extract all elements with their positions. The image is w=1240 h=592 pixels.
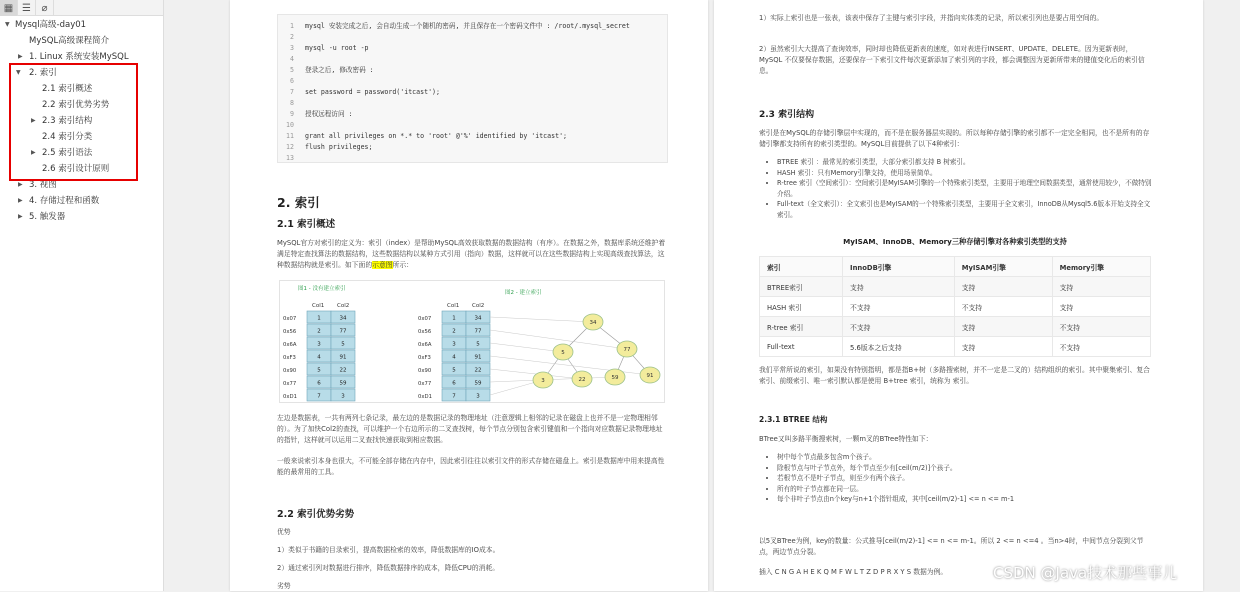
code-line bbox=[278, 21, 667, 32]
heading-advantages: 2.2 索引优势劣势 bbox=[277, 509, 355, 520]
line-number: 6 bbox=[290, 77, 294, 85]
address-label: 0x6A bbox=[283, 342, 297, 348]
figure-caption-2: 图2 - 建立索引 bbox=[505, 290, 542, 296]
col2-header: Col2 bbox=[472, 303, 485, 309]
col1-value: 2 bbox=[317, 328, 321, 335]
address-label: 0x56 bbox=[283, 329, 297, 335]
col2-value: 3 bbox=[341, 393, 345, 400]
expand-right-icon[interactable]: ▶ bbox=[18, 197, 23, 204]
expand-right-icon[interactable]: ▶ bbox=[31, 149, 36, 156]
line-number: 8 bbox=[290, 99, 294, 107]
tree-item-trigger[interactable]: 5. 触发器 bbox=[29, 212, 66, 222]
highlighted-text: 示意图 bbox=[372, 261, 393, 269]
table-cell: 支持 bbox=[1052, 277, 1150, 297]
address-label: 0xF3 bbox=[418, 355, 431, 361]
index-figure bbox=[279, 280, 665, 403]
tree-item-linux[interactable]: 1. Linux 系统安装MySQL bbox=[29, 52, 129, 62]
expand-right-icon[interactable]: ▶ bbox=[18, 53, 23, 60]
address-label: 0x77 bbox=[418, 381, 432, 387]
col2-value: 34 bbox=[474, 315, 482, 322]
tree-item-2-3[interactable]: 2.3 索引结构 bbox=[42, 116, 93, 126]
figure-caption-1: 图1 - 没有建立索引 bbox=[298, 286, 346, 292]
expand-right-icon[interactable]: ▶ bbox=[31, 117, 36, 124]
col1-value: 5 bbox=[317, 367, 321, 374]
tree-node-label: 91 bbox=[646, 373, 654, 379]
col1-value: 1 bbox=[317, 315, 321, 322]
line-number: 7 bbox=[290, 88, 294, 96]
paragraph-btree-intro: BTree又叫多路平衡搜索树，一颗m叉的BTree特性如下： bbox=[759, 435, 933, 443]
col1-value: 7 bbox=[317, 393, 321, 400]
list-item: • HASH 索引：只有Memory引擎支持，使用场景简单。 bbox=[777, 168, 1153, 179]
paragraph-definition: MySQL官方对索引的定义为：索引（index）是帮助MySQL高效获取数据的数据结构（有序）。在数据之外，数据库系统还维护着满足特定查找算法的数据结构，这些数据结构以某种方式引用（指向）数据，这样就可以在这些数据结构上实现高级查找算法，这种数据结构就是索引。如下面的示意图所示： bbox=[277, 239, 666, 269]
code-line bbox=[278, 131, 667, 142]
tree-node-label: 5 bbox=[561, 350, 565, 356]
table-cell: BTREE索引 bbox=[760, 277, 843, 297]
table-cell: 不支持 bbox=[843, 317, 955, 337]
disadvantage-1: 1）实际上索引也是一张表，该表中保存了主键与索引字段，并指向实体类的记录，所以索引列也是要占用空间的。 bbox=[759, 14, 1104, 22]
table-header: Memory引擎 bbox=[1052, 257, 1150, 277]
line-number: 10 bbox=[286, 121, 294, 129]
list-item: • R-tree 索引（空间索引）：空间索引是MyISAM引擎的一个特殊索引类型，主要用于地理空间数据类型，通常使用较少，不做特别介绍。 bbox=[777, 178, 1153, 199]
address-label: 0x90 bbox=[418, 368, 432, 374]
list-item: • Full-text（全文索引）：全文索引也是MyISAM的一个特殊索引类型，主要用于全文索引，InnoDB从Mysql5.6版本开始支持全文索引。 bbox=[777, 199, 1153, 220]
table-cell: 不支持 bbox=[1052, 317, 1150, 337]
table-cell: 5.6版本之后支持 bbox=[843, 337, 955, 357]
heading-overview: 2.1 索引概述 bbox=[277, 219, 336, 230]
col2-value: 5 bbox=[341, 341, 345, 348]
col1-value: 3 bbox=[452, 341, 456, 348]
index-type-list bbox=[767, 157, 1153, 220]
col2-value: 59 bbox=[474, 380, 482, 387]
table-row bbox=[760, 337, 1151, 357]
list-item: • 若根节点不是叶子节点，则至少有两个孩子。 bbox=[777, 473, 1153, 484]
col2-header: Col2 bbox=[337, 303, 350, 309]
tree-node-label: 59 bbox=[611, 375, 619, 381]
attachment-icon[interactable]: ⌀ bbox=[36, 0, 54, 16]
tree-node-label: 3 bbox=[541, 378, 545, 384]
table-title: MyISAM、InnoDB、Memory三种存储引擎对各种索引类型的支持 bbox=[843, 237, 1067, 246]
table-row bbox=[760, 317, 1151, 337]
col1-value: 3 bbox=[317, 341, 321, 348]
advantage-1: 1）类似于书籍的目录索引，提高数据检索的效率，降低数据库的IO成本。 bbox=[277, 546, 500, 554]
code-line bbox=[278, 65, 667, 76]
table-header: 索引 bbox=[760, 257, 843, 277]
pointer-line bbox=[490, 356, 650, 375]
expand-down-icon[interactable]: ▼ bbox=[5, 21, 10, 28]
col2-value: 77 bbox=[339, 328, 347, 335]
col2-value: 91 bbox=[474, 354, 482, 361]
code-line bbox=[278, 98, 667, 109]
highlight-box bbox=[9, 63, 138, 181]
paragraph-storage: 一般来说索引本身也很大，不可能全部存储在内存中，因此索引往往以索引文件的形式存储在磁盘上。索引是数据库中用来提高性能的最常用的工具。 bbox=[277, 457, 665, 476]
table-cell: 不支持 bbox=[843, 297, 955, 317]
tree-node-label: 22 bbox=[578, 377, 586, 383]
disadvantage-2: 2）虽然索引大大提高了查询效率，同时却也降低更新表的速度，如对表进行INSERT、UPDATE、DELETE。因为更新表时，MySQL 不仅要保存数据，还要保存一下索引文件每次更新添加了索引列的字段，都会调整因为更新所带来的键值变化后的索引信息。 bbox=[759, 45, 1145, 75]
code-text: set password = password('itcast'); bbox=[305, 88, 440, 96]
col2-value: 5 bbox=[476, 341, 480, 348]
col1-value: 1 bbox=[452, 315, 456, 322]
btree-property-list bbox=[767, 452, 1153, 505]
table-cell: 支持 bbox=[954, 317, 1052, 337]
table-row bbox=[760, 297, 1151, 317]
code-line bbox=[278, 32, 667, 43]
paragraph-engines: 索引是在MySQL的存储引擎层中实现的，而不是在服务器层实现的。所以每种存储引擎的索引都不一定完全相同，也不是所有的存储引擎都支持所有的索引类型的。MySQL目前提供了以下4种索引： bbox=[759, 129, 1150, 148]
address-label: 0x07 bbox=[283, 316, 297, 322]
sidebar bbox=[0, 0, 164, 591]
list-view-icon[interactable]: ☰ bbox=[18, 0, 36, 16]
list-item: • 每个非叶子节点由n个key与n+1个指针组成，其中[ceil(m/2)-1] <= n <= m-1 bbox=[777, 494, 1153, 505]
table-cell: 支持 bbox=[954, 277, 1052, 297]
col1-value: 6 bbox=[317, 380, 321, 387]
table-cell: 不支持 bbox=[954, 297, 1052, 317]
table-cell: R-tree 索引 bbox=[760, 317, 843, 337]
address-label: 0x56 bbox=[418, 329, 432, 335]
col2-value: 22 bbox=[474, 367, 482, 374]
table-cell: 支持 bbox=[954, 337, 1052, 357]
expand-right-icon[interactable]: ▶ bbox=[18, 213, 23, 220]
code-line bbox=[278, 142, 667, 153]
code-text: grant all privileges on *.* to 'root' @'%' identified by 'itcast'; bbox=[305, 132, 568, 140]
code-line bbox=[278, 109, 667, 120]
col2-value: 3 bbox=[476, 393, 480, 400]
paragraph-explanation: 左边是数据表，一共有两列七条记录，最左边的是数据记录的物理地址（注意逻辑上相邻的记录在磁盘上也并不是一定物理相邻的）。为了加快Col2的查找，可以维护一个右边所示的二叉查找树，每个节点分别包含索引键值和一个指向对应数据记录物理地址的指针，这样就可以运用二叉查找快速获取到相应数据。 bbox=[277, 414, 663, 444]
tree-item-procedure[interactable]: 4. 存储过程和函数 bbox=[29, 196, 100, 206]
code-block bbox=[277, 14, 668, 163]
line-number: 3 bbox=[290, 44, 294, 52]
pointer-line bbox=[490, 317, 593, 322]
tree-item-2-5[interactable]: 2.5 索引语法 bbox=[42, 148, 93, 158]
tree-node-label: 77 bbox=[623, 347, 631, 353]
col2-value: 34 bbox=[339, 315, 347, 322]
pointer-line bbox=[490, 343, 563, 352]
table-cell: HASH 索引 bbox=[760, 297, 843, 317]
code-text: mysql -u root -p bbox=[305, 44, 369, 52]
col1-value: 4 bbox=[317, 354, 321, 361]
address-label: 0x07 bbox=[418, 316, 432, 322]
expand-right-icon[interactable]: ▶ bbox=[18, 181, 23, 188]
col2-value: 59 bbox=[339, 380, 347, 387]
tree-node-label: 34 bbox=[589, 320, 597, 326]
tree-item-2-4[interactable]: 2.4 索引分类 bbox=[42, 132, 93, 142]
col1-header: Col1 bbox=[312, 303, 325, 309]
watermark: CSDN @Java技术那些事儿 bbox=[993, 564, 1178, 582]
tree-item-day01[interactable]: Mysql高级-day01 bbox=[15, 20, 87, 30]
line-number: 9 bbox=[290, 110, 294, 118]
line-number: 4 bbox=[290, 55, 294, 63]
table-cell: 不支持 bbox=[1052, 337, 1150, 357]
code-line bbox=[278, 120, 667, 131]
tree-item-intro[interactable]: MySQL高级课程简介 bbox=[29, 36, 110, 46]
engine-support-table bbox=[759, 256, 1151, 357]
col1-value: 2 bbox=[452, 328, 456, 335]
code-text: flush privileges; bbox=[305, 143, 373, 151]
col2-value: 77 bbox=[474, 328, 482, 335]
line-number: 12 bbox=[286, 143, 294, 151]
table-cell: Full-text bbox=[760, 337, 843, 357]
table-cell: 支持 bbox=[843, 277, 955, 297]
line-number: 1 bbox=[290, 22, 294, 30]
list-item: • 树中每个节点最多包含m个孩子。 bbox=[777, 452, 1153, 463]
code-line bbox=[278, 153, 667, 164]
col1-value: 7 bbox=[452, 393, 456, 400]
heading-btree: 2.3.1 BTREE 结构 bbox=[759, 415, 828, 424]
address-label: 0x6A bbox=[418, 342, 432, 348]
code-line bbox=[278, 43, 667, 54]
advantage-2: 2）通过索引列对数据进行排序，降低数据排序的成本，降低CPU的消耗。 bbox=[277, 564, 500, 572]
tree-item-2-2[interactable]: 2.2 索引优势劣势 bbox=[42, 100, 110, 110]
paragraph-insert-example: 插入 C N G A H E K Q M F W L T Z D P R X Y S 数据为例。 bbox=[759, 568, 948, 576]
code-text: mysql 安装完成之后, 会自动生成一个随机的密码, 并且保存在一个密码文件中 : /root/.mysql_secret bbox=[305, 22, 630, 30]
address-label: 0xD1 bbox=[283, 394, 297, 400]
table-header: InnoDB引擎 bbox=[843, 257, 955, 277]
col2-value: 91 bbox=[339, 354, 347, 361]
col2-value: 22 bbox=[339, 367, 347, 374]
sidebar-toolbar bbox=[0, 0, 163, 16]
paragraph-5-way-example: 以5叉BTree为例，key的数量：公式推导[ceil(m/2)-1] <= n <= m-1。所以 2 <= n <=4 。当n>4时，中间节点分裂到父节点，两边节点分裂。 bbox=[759, 537, 1144, 556]
tree-item-2-1[interactable]: 2.1 索引概述 bbox=[42, 84, 93, 94]
code-text: 授权远程访问 : bbox=[305, 110, 353, 118]
code-line bbox=[278, 76, 667, 87]
col1-header: Col1 bbox=[447, 303, 460, 309]
tree-item-2-6[interactable]: 2.6 索引设计原则 bbox=[42, 164, 110, 174]
col1-value: 4 bbox=[452, 354, 456, 361]
list-item: • 除根节点与叶子节点外，每个节点至少有[ceil(m/2)]个孩子。 bbox=[777, 463, 1153, 474]
grid-view-icon[interactable]: ▦ bbox=[0, 0, 18, 16]
label-disadvantage: 劣势 bbox=[277, 582, 291, 590]
paragraph-btree-default: 我们平常所说的索引，如果没有特别指明，都是指B+树（多路搜索树，并不一定是二叉的）结构组织的索引。其中聚集索引、复合索引、前缀索引、唯一索引默认都是使用 B+tree 索引，统称为 索引。 bbox=[759, 366, 1150, 385]
code-line bbox=[278, 54, 667, 65]
index-diagram bbox=[280, 281, 666, 404]
label-advantage: 优势 bbox=[277, 528, 291, 536]
table-cell: 支持 bbox=[1052, 297, 1150, 317]
heading-structure: 2.3 索引结构 bbox=[759, 110, 815, 120]
line-number: 5 bbox=[290, 66, 294, 74]
table-header: MyISAM引擎 bbox=[954, 257, 1052, 277]
line-number: 13 bbox=[286, 154, 294, 162]
address-label: 0xF3 bbox=[283, 355, 296, 361]
code-text: 登录之后, 修改密码 : bbox=[305, 66, 374, 74]
col1-value: 5 bbox=[452, 367, 456, 374]
tree-item-view[interactable]: 3. 视图 bbox=[29, 180, 57, 190]
list-item: • BTREE 索引 ：最常见的索引类型，大部分索引都支持 B 树索引。 bbox=[777, 157, 1153, 168]
address-label: 0x77 bbox=[283, 381, 297, 387]
code-line bbox=[278, 87, 667, 98]
table-row bbox=[760, 277, 1151, 297]
list-item: • 所有的叶子节点都在同一层。 bbox=[777, 484, 1153, 495]
line-number: 11 bbox=[286, 132, 294, 140]
expand-down-icon[interactable]: ▼ bbox=[16, 69, 21, 76]
address-label: 0x90 bbox=[283, 368, 297, 374]
address-label: 0xD1 bbox=[418, 394, 432, 400]
heading-index: 2. 索引 bbox=[277, 195, 320, 210]
line-number: 2 bbox=[290, 33, 294, 41]
tree-item-index[interactable]: 2. 索引 bbox=[29, 68, 57, 78]
col1-value: 6 bbox=[452, 380, 456, 387]
